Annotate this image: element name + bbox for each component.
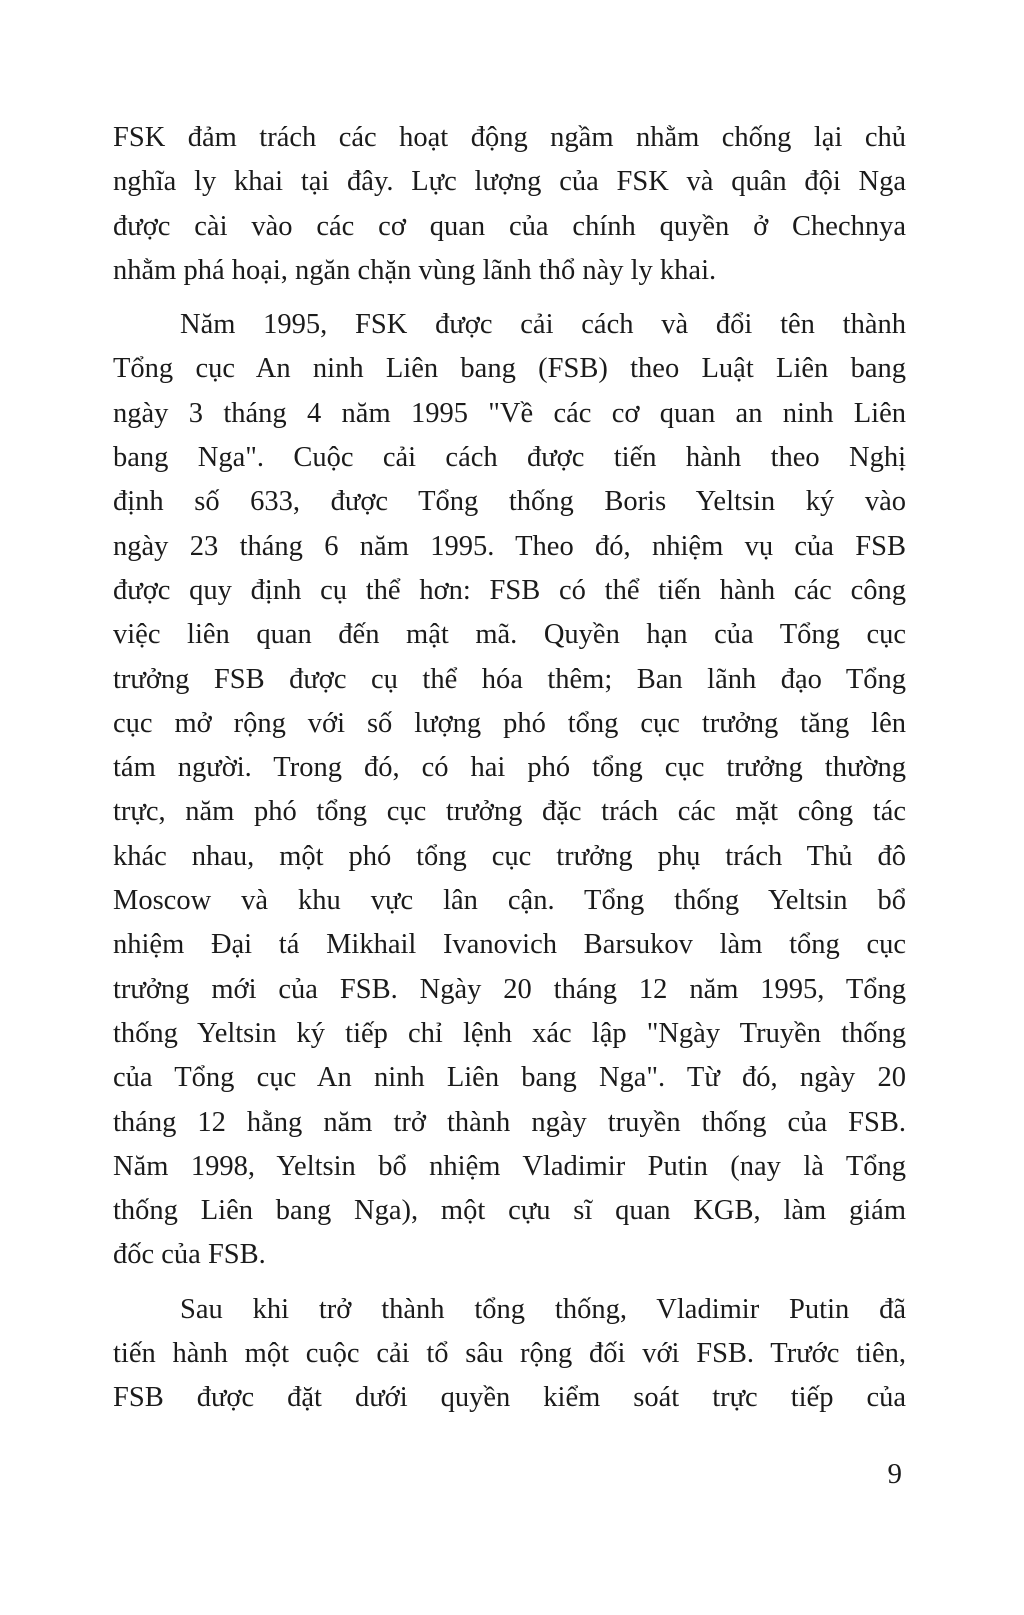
text-line: trưởng FSB được cụ thể hóa thêm; Ban lãnh đạo Tổng [113, 663, 906, 695]
text-line: bang Nga". Cuộc cải cách được tiến hành theo Nghị [113, 442, 906, 474]
paragraph [113, 116, 906, 293]
text-line: trực, năm phó tổng cục trưởng đặc trách các mặt công tác [113, 796, 906, 828]
text-line: tám người. Trong đó, có hai phó tổng cục trưởng thường [113, 752, 906, 784]
text-line: trưởng mới của FSB. Ngày 20 tháng 12 năm 1995, Tổng [113, 973, 906, 1005]
text-line: thống Yeltsin ký tiếp chỉ lệnh xác lập "Ngày Truyền thống [113, 1017, 906, 1049]
text-line: ngày 23 tháng 6 năm 1995. Theo đó, nhiệm vụ của FSB [113, 530, 906, 562]
text-line: FSK đảm trách các hoạt động ngầm nhằm chống lại chủ [113, 122, 906, 153]
text-line: khác nhau, một phó tổng cục trưởng phụ trách Thủ đô [113, 840, 906, 872]
paragraph [113, 303, 906, 1278]
paragraph [113, 1288, 906, 1421]
text-line: ngày 3 tháng 4 năm 1995 "Về các cơ quan an ninh Liên [113, 397, 906, 429]
text-line: Tổng cục An ninh Liên bang (FSB) theo Luật Liên bang [113, 353, 906, 385]
text-line: Năm 1995, FSK được cải cách và đổi tên thành [180, 309, 906, 341]
text-line: được cài vào các cơ quan của chính quyền ở Chechnya [113, 210, 906, 242]
text-line: tiến hành một cuộc cải tổ sâu rộng đối với FSB. Trước tiên, [113, 1338, 906, 1370]
text-line: của Tổng cục An ninh Liên bang Nga". Từ đó, ngày 20 [113, 1062, 906, 1094]
page-number: 9 [887, 1458, 902, 1490]
text-line: đốc của FSB. [113, 1239, 266, 1271]
text-line: nhằm phá hoại, ngăn chặn vùng lãnh thổ này ly khai. [113, 254, 717, 286]
text-line: Moscow và khu vực lân cận. Tổng thống Yeltsin bổ [113, 885, 906, 917]
text-line: thống Liên bang Nga), một cựu sĩ quan KGB, làm giám [113, 1195, 906, 1227]
text-line: cục mở rộng với số lượng phó tổng cục trưởng tăng lên [113, 707, 906, 739]
text-line: định số 633, được Tổng thống Boris Yeltsin ký vào [113, 486, 906, 518]
text-line: FSB được đặt dưới quyền kiểm soát trực tiếp của [113, 1382, 906, 1414]
text-line: tháng 12 hằng năm trở thành ngày truyền thống của FSB. [113, 1106, 906, 1138]
text-line: nhiệm Đại tá Mikhail Ivanovich Barsukov làm tổng cục [113, 929, 906, 961]
text-line: được quy định cụ thể hơn: FSB có thể tiến hành các công [113, 574, 906, 606]
body-text [113, 116, 906, 1421]
text-line: Sau khi trở thành tổng thống, Vladimir Putin đã [180, 1293, 906, 1325]
text-line: Năm 1998, Yeltsin bổ nhiệm Vladimir Putin (nay là Tổng [113, 1150, 906, 1182]
text-line: nghĩa ly khai tại đây. Lực lượng của FSK và quân đội Nga [113, 166, 906, 198]
text-line: việc liên quan đến mật mã. Quyền hạn của Tổng cục [113, 619, 906, 651]
